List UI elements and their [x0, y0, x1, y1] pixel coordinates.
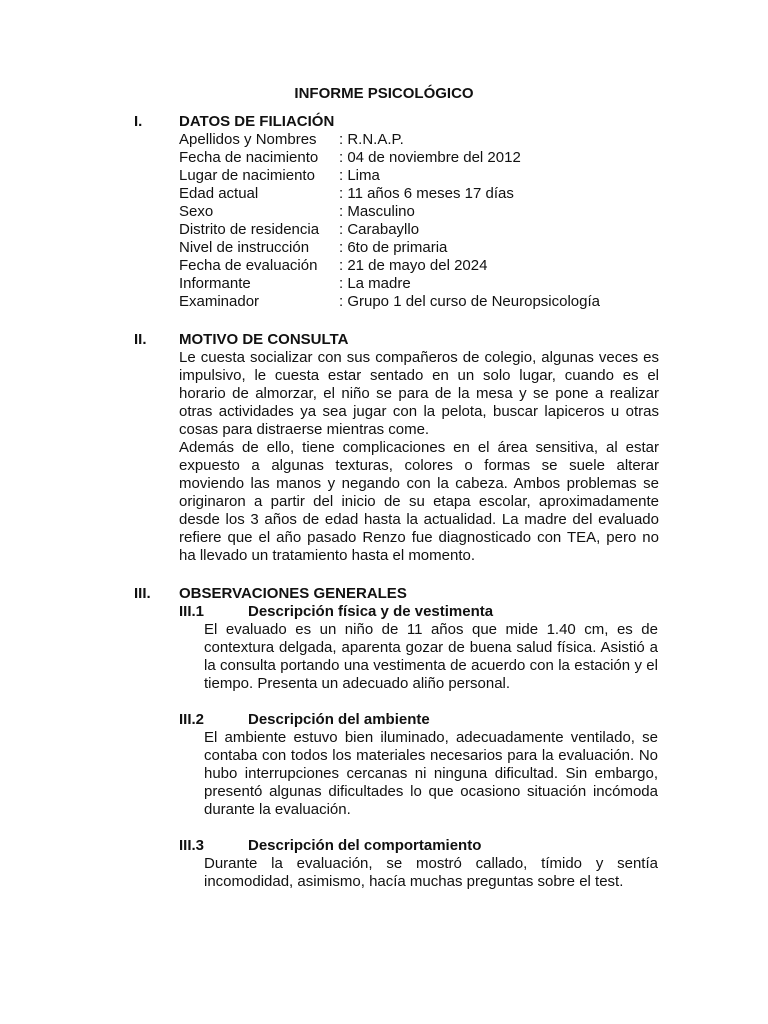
- document-title: INFORME PSICOLÓGICO: [294, 85, 474, 102]
- filiacion-value: : 11 años 6 meses 17 días: [339, 185, 514, 202]
- subsection-3-2-number: III.2: [179, 711, 205, 728]
- subsection-3-2-text: El ambiente estuvo bien iluminado, adecuadamente ventilado, se contaba con todos los materiales necesarios para la evaluación. No hubo interrupciones cercanas ni ninguna dificultad. Sin embargo, presentó algunas dificultades lo que ocasiono situación incómoda durante la evaluación.: [204, 729, 658, 818]
- filiacion-value: : Carabayllo: [339, 221, 420, 238]
- filiacion-label: Sexo: [179, 203, 214, 220]
- filiacion-label: Apellidos y Nombres: [179, 131, 317, 148]
- subsection-3-2-title: Descripción del ambiente: [248, 711, 430, 728]
- subsection-3-3-title: Descripción del comportamiento: [248, 837, 482, 854]
- filiacion-value: : Masculino: [339, 203, 415, 220]
- filiacion-label: Distrito de residencia: [179, 221, 320, 238]
- filiacion-row: [179, 293, 659, 311]
- filiacion-row: [179, 131, 659, 149]
- motivo-paragraph-2: Además de ello, tiene complicaciones en el área sensitiva, al estar expuesto a algunas texturas, colores o formas se suele alterar moviendo las manos y negando con la cabeza. Ambos problemas se originaron a partir del inicio de su etapa escolar, aproximadamente desde los 3 años de edad hasta la actualidad. La madre del evaluado refiere que el año pasado Renzo fue diagnosticado con TEA, pero no ha llevado un tratamiento hasta el momento.: [179, 439, 659, 564]
- filiacion-value: : 04 de noviembre del 2012: [339, 149, 521, 166]
- filiacion-value: : R.N.A.P.: [339, 131, 404, 148]
- section-3-title: OBSERVACIONES GENERALES: [179, 585, 407, 602]
- filiacion-label: Examinador: [179, 293, 260, 310]
- filiacion-row: [179, 203, 659, 221]
- subsection-3-3-number: III.3: [179, 837, 205, 854]
- filiacion-label: Nivel de instrucción: [179, 239, 310, 256]
- filiacion-label: Lugar de nacimiento: [179, 167, 315, 184]
- section-2-title: MOTIVO DE CONSULTA: [179, 331, 349, 348]
- filiacion-value: : Lima: [339, 167, 380, 184]
- section-3-number: III.: [134, 585, 151, 602]
- motivo-consulta-text: [179, 349, 659, 565]
- filiacion-row: [179, 275, 659, 293]
- filiacion-row: [179, 149, 659, 167]
- filiacion-row: [179, 257, 659, 275]
- filiacion-label: Fecha de evaluación: [179, 257, 318, 274]
- filiacion-value: : La madre: [339, 275, 411, 292]
- filiacion-value: : 21 de mayo del 2024: [339, 257, 488, 274]
- motivo-paragraph-1: Le cuesta socializar con sus compañeros de colegio, algunas veces es impulsivo, le cuesta estar sentado en un solo lugar, cuando es el horario de almorzar, el niño se para de la mesa y se pone a realizar otras actividades ya sea jugar con la pelota, buscar lapiceros u otras cosas para distraerse mientras come.: [179, 349, 659, 438]
- filiacion-row: [179, 185, 659, 203]
- section-1-number: I.: [134, 113, 143, 130]
- filiacion-label: Edad actual: [179, 185, 259, 202]
- filiacion-row: [179, 167, 659, 185]
- filiacion-label: Fecha de nacimiento: [179, 149, 319, 166]
- filiacion-data-list: [179, 131, 659, 311]
- filiacion-value: : 6to de primaria: [339, 239, 448, 256]
- filiacion-row: [179, 239, 659, 257]
- filiacion-label: Informante: [179, 275, 251, 292]
- subsection-3-3-text: Durante la evaluación, se mostró callado, tímido y sentía incomodidad, asimismo, hacía muchas preguntas sobre el test.: [204, 855, 658, 890]
- filiacion-row: [179, 221, 659, 239]
- subsection-3-1-title: Descripción física y de vestimenta: [248, 603, 494, 620]
- section-1-title: DATOS DE FILIACIÓN: [179, 113, 335, 130]
- subsection-3-1-number: III.1: [179, 603, 205, 620]
- subsection-3-1-text: El evaluado es un niño de 11 años que mide 1.40 cm, es de contextura delgada, aparenta gozar de buena salud física. Asistió a la consulta portando una vestimenta de acuerdo con la estación y el tiempo. Presenta un adecuado aliño personal.: [204, 621, 658, 692]
- filiacion-value: : Grupo 1 del curso de Neuropsicología: [339, 293, 600, 310]
- section-2-number: II.: [134, 331, 147, 348]
